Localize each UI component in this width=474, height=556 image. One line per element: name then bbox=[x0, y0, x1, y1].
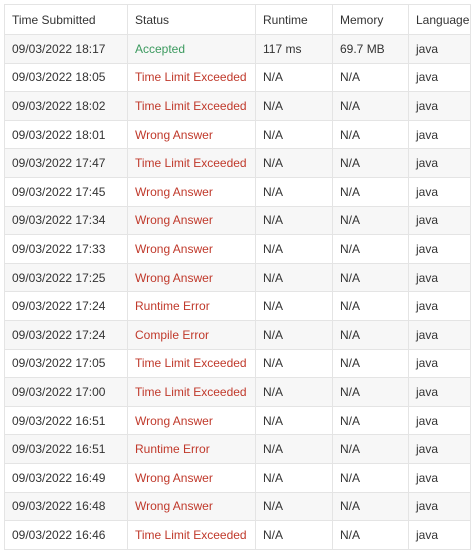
language-cell: java bbox=[409, 177, 471, 206]
table-row bbox=[5, 378, 471, 407]
time-submitted-cell: 09/03/2022 18:17 bbox=[5, 35, 128, 64]
language-cell: java bbox=[409, 435, 471, 464]
memory-cell: N/A bbox=[333, 521, 409, 550]
memory-cell: N/A bbox=[333, 292, 409, 321]
runtime-cell: N/A bbox=[256, 120, 333, 149]
table-row bbox=[5, 92, 471, 121]
table-row bbox=[5, 349, 471, 378]
memory-cell: N/A bbox=[333, 120, 409, 149]
table-row bbox=[5, 406, 471, 435]
table-row bbox=[5, 235, 471, 264]
runtime-cell: 117 ms bbox=[256, 35, 333, 64]
memory-cell: N/A bbox=[333, 263, 409, 292]
table-row bbox=[5, 292, 471, 321]
memory-cell: N/A bbox=[333, 463, 409, 492]
table-row bbox=[5, 320, 471, 349]
language-cell: java bbox=[409, 263, 471, 292]
status-link[interactable]: Time Limit Exceeded bbox=[128, 63, 256, 92]
time-submitted-cell: 09/03/2022 17:33 bbox=[5, 235, 128, 264]
table-row bbox=[5, 435, 471, 464]
header-status[interactable]: Status bbox=[128, 5, 256, 35]
memory-cell: N/A bbox=[333, 206, 409, 235]
runtime-cell: N/A bbox=[256, 378, 333, 407]
language-cell: java bbox=[409, 63, 471, 92]
language-cell: java bbox=[409, 378, 471, 407]
language-cell: java bbox=[409, 463, 471, 492]
header-memory[interactable]: Memory bbox=[333, 5, 409, 35]
language-cell: java bbox=[409, 492, 471, 521]
runtime-cell: N/A bbox=[256, 206, 333, 235]
time-submitted-cell: 09/03/2022 17:25 bbox=[5, 263, 128, 292]
time-submitted-cell: 09/03/2022 17:45 bbox=[5, 177, 128, 206]
status-link[interactable]: Time Limit Exceeded bbox=[128, 92, 256, 121]
time-submitted-cell: 09/03/2022 17:00 bbox=[5, 378, 128, 407]
runtime-cell: N/A bbox=[256, 406, 333, 435]
table-header bbox=[5, 5, 471, 35]
status-link[interactable]: Time Limit Exceeded bbox=[128, 521, 256, 550]
time-submitted-cell: 09/03/2022 16:46 bbox=[5, 521, 128, 550]
status-link[interactable]: Wrong Answer bbox=[128, 406, 256, 435]
submissions-panel bbox=[4, 4, 470, 550]
runtime-cell: N/A bbox=[256, 521, 333, 550]
header-time-submitted[interactable]: Time Submitted bbox=[5, 5, 128, 35]
time-submitted-cell: 09/03/2022 16:51 bbox=[5, 435, 128, 464]
status-link[interactable]: Time Limit Exceeded bbox=[128, 378, 256, 407]
status-link[interactable]: Time Limit Exceeded bbox=[128, 149, 256, 178]
submissions-table bbox=[4, 4, 471, 550]
language-cell: java bbox=[409, 406, 471, 435]
time-submitted-cell: 09/03/2022 17:47 bbox=[5, 149, 128, 178]
header-language[interactable]: Language bbox=[409, 5, 471, 35]
header-runtime[interactable]: Runtime bbox=[256, 5, 333, 35]
runtime-cell: N/A bbox=[256, 492, 333, 521]
memory-cell: 69.7 MB bbox=[333, 35, 409, 64]
language-cell: java bbox=[409, 35, 471, 64]
status-link[interactable]: Wrong Answer bbox=[128, 463, 256, 492]
time-submitted-cell: 09/03/2022 16:49 bbox=[5, 463, 128, 492]
table-row bbox=[5, 120, 471, 149]
memory-cell: N/A bbox=[333, 177, 409, 206]
language-cell: java bbox=[409, 120, 471, 149]
runtime-cell: N/A bbox=[256, 235, 333, 264]
table-row bbox=[5, 492, 471, 521]
memory-cell: N/A bbox=[333, 63, 409, 92]
memory-cell: N/A bbox=[333, 378, 409, 407]
status-link[interactable]: Runtime Error bbox=[128, 435, 256, 464]
memory-cell: N/A bbox=[333, 320, 409, 349]
status-link[interactable]: Wrong Answer bbox=[128, 235, 256, 264]
time-submitted-cell: 09/03/2022 17:24 bbox=[5, 292, 128, 321]
runtime-cell: N/A bbox=[256, 435, 333, 464]
language-cell: java bbox=[409, 149, 471, 178]
status-link[interactable]: Runtime Error bbox=[128, 292, 256, 321]
language-cell: java bbox=[409, 235, 471, 264]
runtime-cell: N/A bbox=[256, 177, 333, 206]
table-row bbox=[5, 206, 471, 235]
memory-cell: N/A bbox=[333, 435, 409, 464]
time-submitted-cell: 09/03/2022 18:02 bbox=[5, 92, 128, 121]
time-submitted-cell: 09/03/2022 18:05 bbox=[5, 63, 128, 92]
language-cell: java bbox=[409, 521, 471, 550]
table-row bbox=[5, 149, 471, 178]
status-link[interactable]: Compile Error bbox=[128, 320, 256, 349]
status-link[interactable]: Wrong Answer bbox=[128, 177, 256, 206]
status-link[interactable]: Wrong Answer bbox=[128, 206, 256, 235]
memory-cell: N/A bbox=[333, 492, 409, 521]
memory-cell: N/A bbox=[333, 235, 409, 264]
language-cell: java bbox=[409, 292, 471, 321]
table-row bbox=[5, 35, 471, 64]
status-link[interactable]: Accepted bbox=[128, 35, 256, 64]
language-cell: java bbox=[409, 206, 471, 235]
memory-cell: N/A bbox=[333, 92, 409, 121]
status-link[interactable]: Wrong Answer bbox=[128, 263, 256, 292]
language-cell: java bbox=[409, 349, 471, 378]
memory-cell: N/A bbox=[333, 149, 409, 178]
table-row bbox=[5, 263, 471, 292]
runtime-cell: N/A bbox=[256, 149, 333, 178]
runtime-cell: N/A bbox=[256, 263, 333, 292]
time-submitted-cell: 09/03/2022 16:51 bbox=[5, 406, 128, 435]
table-body bbox=[5, 35, 471, 550]
status-link[interactable]: Wrong Answer bbox=[128, 120, 256, 149]
memory-cell: N/A bbox=[333, 349, 409, 378]
status-link[interactable]: Wrong Answer bbox=[128, 492, 256, 521]
table-row bbox=[5, 177, 471, 206]
status-link[interactable]: Time Limit Exceeded bbox=[128, 349, 256, 378]
header-row bbox=[5, 5, 471, 35]
time-submitted-cell: 09/03/2022 16:48 bbox=[5, 492, 128, 521]
runtime-cell: N/A bbox=[256, 292, 333, 321]
time-submitted-cell: 09/03/2022 17:34 bbox=[5, 206, 128, 235]
memory-cell: N/A bbox=[333, 406, 409, 435]
runtime-cell: N/A bbox=[256, 349, 333, 378]
language-cell: java bbox=[409, 92, 471, 121]
language-cell: java bbox=[409, 320, 471, 349]
runtime-cell: N/A bbox=[256, 63, 333, 92]
runtime-cell: N/A bbox=[256, 92, 333, 121]
time-submitted-cell: 09/03/2022 17:24 bbox=[5, 320, 128, 349]
runtime-cell: N/A bbox=[256, 463, 333, 492]
table-row bbox=[5, 63, 471, 92]
table-row bbox=[5, 463, 471, 492]
time-submitted-cell: 09/03/2022 17:05 bbox=[5, 349, 128, 378]
time-submitted-cell: 09/03/2022 18:01 bbox=[5, 120, 128, 149]
table-row bbox=[5, 521, 471, 550]
runtime-cell: N/A bbox=[256, 320, 333, 349]
